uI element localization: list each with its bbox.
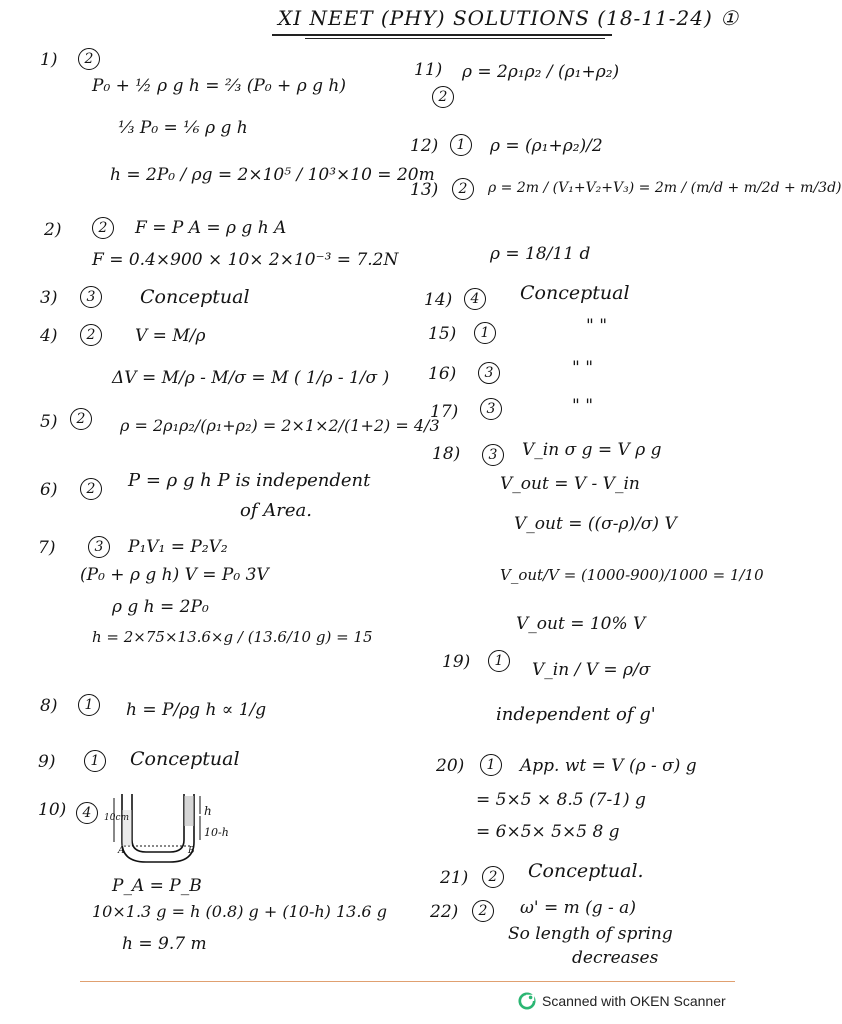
question-number: 14) — [424, 290, 453, 310]
diagram-label: A — [118, 846, 125, 856]
question-number: 16) — [428, 364, 457, 384]
answer-circle: 1 — [84, 750, 106, 772]
answer-circle: 2 — [80, 478, 102, 500]
scanner-watermark — [518, 990, 726, 1012]
solution-line: V_out/V = (1000-900)/1000 = 1/10 — [500, 566, 764, 584]
answer-circle: 1 — [450, 134, 472, 156]
solution-line: V_in σ g = V ρ g — [522, 440, 662, 460]
question-number: 2) — [44, 220, 62, 240]
page-title: XI NEET (PHY) SOLUTIONS (18-11-24) ① — [278, 6, 740, 30]
solution-line: ρ = (ρ₁+ρ₂)/2 — [490, 136, 603, 156]
oken-scanner-logo-icon — [518, 992, 536, 1010]
solution-line: F = P A = ρ g h A — [135, 218, 287, 238]
solution-line: " " — [572, 396, 594, 416]
solution-line: h = 2×75×13.6×g / (13.6/10 g) = 15 — [92, 628, 373, 646]
question-number: 20) — [436, 756, 465, 776]
answer-circle: 2 — [482, 866, 504, 888]
question-number: 5) — [40, 412, 58, 432]
question-number: 13) — [410, 180, 439, 200]
question-number: 22) — [430, 902, 459, 922]
title-underline-2 — [305, 38, 605, 39]
solution-line: P₀ + ½ ρ g h = ⅔ (P₀ + ρ g h) — [92, 76, 346, 96]
solution-line: V_out = V - V_in — [500, 474, 640, 494]
answer-circle: 4 — [76, 802, 98, 824]
solution-line: ρ = 2ρ₁ρ₂/(ρ₁+ρ₂) = 2×1×2/(1+2) = 4/3 — [120, 416, 440, 435]
answer-circle: 3 — [480, 398, 502, 420]
solution-line: Conceptual — [130, 748, 240, 770]
solution-line: = 6×5× 5×5 8 g — [476, 822, 620, 842]
solution-line: P = ρ g h P is independent — [128, 470, 371, 491]
solution-line: Conceptual — [140, 286, 250, 308]
solution-line: V_out = 10% V — [516, 614, 646, 634]
solution-line: (P₀ + ρ g h) V = P₀ 3V — [80, 565, 269, 585]
title-underline — [272, 34, 612, 36]
question-number: 17) — [430, 402, 459, 422]
question-number: 21) — [440, 868, 469, 888]
solution-line: So length of spring — [508, 924, 673, 944]
question-number: 11) — [414, 60, 443, 80]
diagram-label: h — [204, 804, 212, 818]
solution-line: App. wt = V (ρ - σ) g — [520, 756, 697, 776]
answer-circle: 1 — [78, 694, 100, 716]
solution-line: ⅓ P₀ = ⅙ ρ g h — [118, 118, 248, 138]
answer-circle: 2 — [432, 86, 454, 108]
solution-line: Conceptual. — [528, 860, 644, 882]
answer-circle: 3 — [478, 362, 500, 384]
solution-line: V_in / V = ρ/σ — [532, 660, 651, 680]
diagram-label: 10cm — [104, 813, 130, 823]
question-number: 15) — [428, 324, 457, 344]
solution-line: Conceptual — [520, 282, 630, 304]
answer-circle: 3 — [80, 286, 102, 308]
question-number: 4) — [40, 326, 58, 346]
answer-circle: 4 — [464, 288, 486, 310]
solution-line: independent of g' — [496, 704, 656, 725]
solution-line: of Area. — [240, 500, 312, 521]
solution-line: ρ = 2ρ₁ρ₂ / (ρ₁+ρ₂) — [462, 62, 620, 82]
answer-circle: 1 — [480, 754, 502, 776]
answer-circle: 2 — [70, 408, 92, 430]
question-number: 8) — [40, 696, 58, 716]
question-number: 6) — [40, 480, 58, 500]
answer-circle: 2 — [92, 217, 114, 239]
question-number: 3) — [40, 288, 58, 308]
solution-line: ω' = m (g - a) — [520, 898, 636, 918]
solution-line: " " — [586, 316, 608, 336]
scanner-text: Scanned with OKEN Scanner — [542, 993, 726, 1009]
question-number: 9) — [38, 752, 56, 772]
solution-line: = 5×5 × 8.5 (7-1) g — [476, 790, 646, 810]
solution-line: ρ = 2m / (V₁+V₂+V₃) = 2m / (m/d + m/2d + m/3d) — [488, 180, 842, 196]
question-number: 12) — [410, 136, 439, 156]
answer-circle: 3 — [88, 536, 110, 558]
answer-circle: 3 — [482, 444, 504, 466]
solution-line: ΔV = M/ρ - M/σ = M ( 1/ρ - 1/σ ) — [112, 368, 390, 388]
answer-circle: 2 — [78, 48, 100, 70]
solution-line: h = 2P₀ / ρg = 2×10⁵ / 10³×10 = 20m — [110, 165, 435, 185]
solution-line: V = M/ρ — [135, 326, 206, 346]
footer-divider — [80, 981, 735, 982]
question-number: 19) — [442, 652, 471, 672]
solution-line: P_A = P_B — [112, 876, 202, 896]
question-number: 1) — [40, 50, 58, 70]
solution-line: ρ g h = 2P₀ — [112, 597, 209, 617]
answer-circle: 1 — [488, 650, 510, 672]
solution-line: " " — [572, 358, 594, 378]
answer-circle: 2 — [452, 178, 474, 200]
solution-line: P₁V₁ = P₂V₂ — [128, 537, 228, 557]
question-number: 7) — [38, 538, 56, 558]
solution-line: h = P/ρg h ∝ 1/g — [126, 700, 267, 720]
answer-circle: 2 — [472, 900, 494, 922]
answer-circle: 1 — [474, 322, 496, 344]
solution-line: h = 9.7 m — [122, 934, 207, 954]
question-number: 10) — [38, 800, 67, 820]
solution-line: V_out = ((σ-ρ)/σ) V — [514, 514, 677, 534]
diagram-label: B — [188, 846, 195, 856]
solution-line: 10×1.3 g = h (0.8) g + (10-h) 13.6 g — [92, 902, 387, 921]
answer-circle: 2 — [80, 324, 102, 346]
diagram-label: 10-h — [204, 826, 229, 839]
solution-line: ρ = 18/11 d — [490, 244, 591, 264]
solution-line: decreases — [572, 948, 659, 968]
solution-line: F = 0.4×900 × 10× 2×10⁻³ = 7.2N — [92, 250, 399, 270]
question-number: 18) — [432, 444, 461, 464]
